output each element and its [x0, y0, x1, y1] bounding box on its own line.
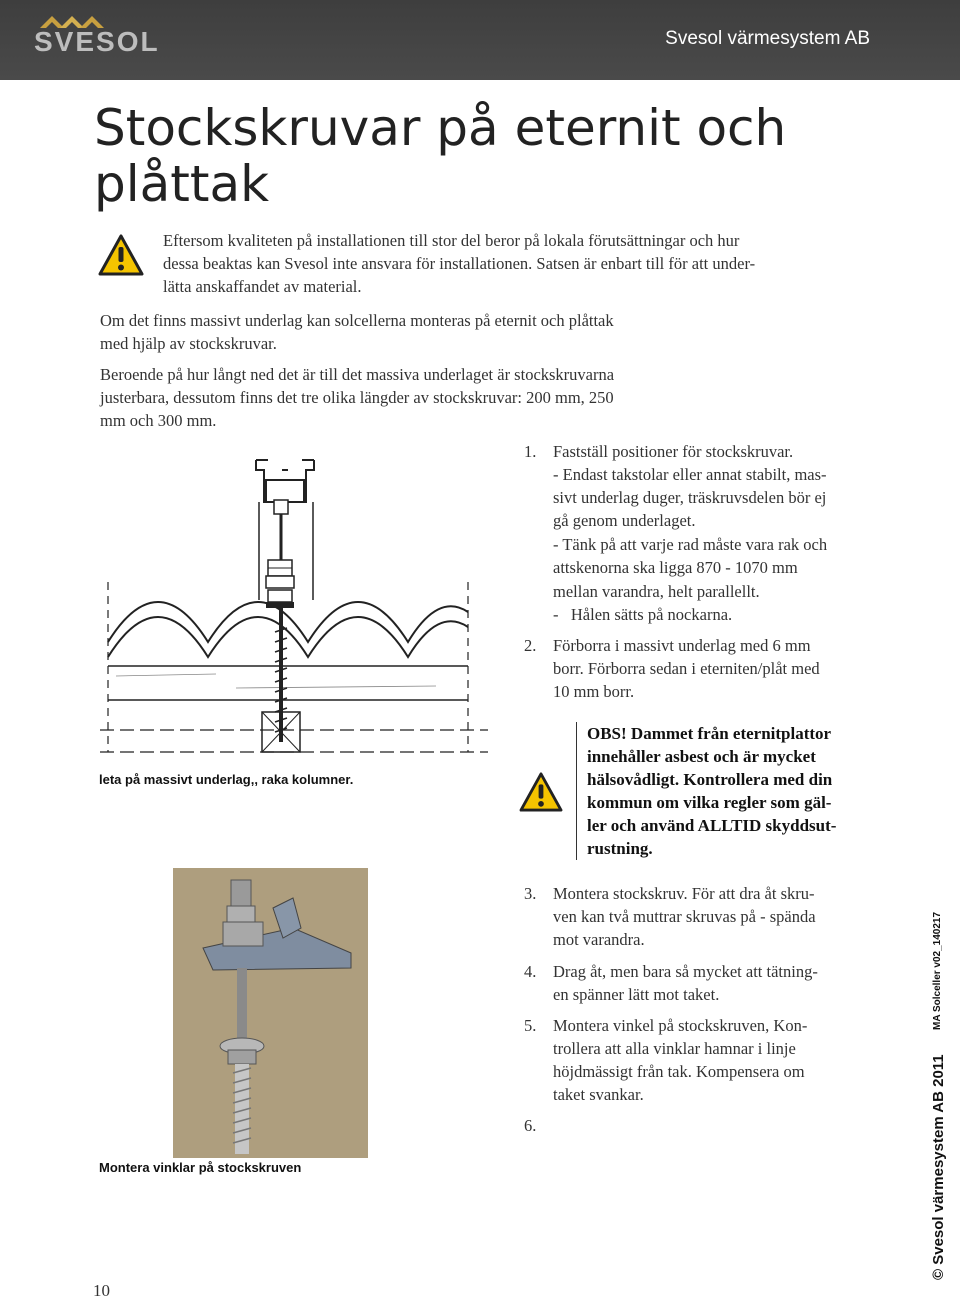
step-3-line-3: mot varandra.: [553, 930, 645, 949]
step-1-sub-2-line-1: - Tänk på att varje rad måste vara rak och: [553, 535, 828, 554]
step-5-line-2: trollera att alla vinklar hamnar i linje: [553, 1039, 796, 1058]
obs-line-5: ler och använd ALLTID skyddsut-: [587, 816, 837, 835]
warning-icon: [519, 772, 563, 812]
step-4-line-2: en spänner lätt mot taket.: [553, 985, 720, 1004]
step-2-line-2: borr. Förborra sedan i eterniten/plåt med: [553, 659, 820, 678]
paragraph-1-line-2: med hjälp av stockskruvar.: [100, 334, 277, 353]
paragraph-2-line-2: justerbara, dessutom finns det tre olika längder av stockskruvar: 200 mm, 250: [100, 388, 614, 407]
step-1-sub-1-line-1: - Endast takstolar eller annat stabilt, mas-: [553, 465, 827, 484]
paragraph-1-line-1: Om det finns massivt underlag kan solcellerna monteras på eternit och plåttak: [100, 311, 614, 330]
paragraph-2-line-1: Beroende på hur långt ned det är till det massiva underlaget är stockskruvarna: [100, 365, 615, 384]
obs-line-3: hälsovådligt. Kontrollera med din: [587, 770, 833, 789]
obs-line-2: innehåller asbest och är mycket: [587, 747, 816, 766]
screw-photo: [173, 868, 368, 1158]
side-copyright: © Svesol värmesystem AB 2011: [930, 1054, 947, 1280]
step-1-sub-2-line-3: mellan varandra, helt parallellt.: [553, 582, 760, 601]
step-1-sub-3: - Hålen sätts på nockarna.: [553, 605, 733, 624]
step-5-line-1: Montera vinkel på stockskruven, Kon-: [553, 1016, 808, 1035]
step-1-text: Fastställ positioner för stockskruvar.: [553, 442, 794, 461]
step-3-line-1: Montera stockskruv. För att dra åt skru-: [553, 884, 815, 903]
step-1-number: 1.: [524, 442, 537, 461]
warning-text-line-2: dessa beaktas kan Svesol inte ansvara för installationen. Satsen är enbart till för att under-: [163, 254, 756, 273]
company-name: Svesol värmesystem AB: [665, 28, 870, 49]
side-version: MA Solceller v02_140217: [932, 911, 943, 1030]
paragraph-2-line-3: mm och 300 mm.: [100, 411, 217, 430]
step-2-line-1: Förborra i massivt underlag med 6 mm: [553, 636, 811, 655]
step-2-line-3: 10 mm borr.: [553, 682, 635, 701]
step-4-number: 4.: [524, 962, 537, 981]
obs-line-6: rustning.: [587, 839, 653, 858]
obs-line-4: kommun om vilka regler som gäl-: [587, 793, 832, 812]
photo-caption: Montera vinklar på stockskruven: [99, 1160, 302, 1175]
step-1-sub-1-line-2: sivt underlag duger, träskruvsdelen bör ej: [553, 488, 827, 507]
warning-icon: [98, 234, 144, 276]
step-6-number: 6.: [524, 1116, 537, 1135]
obs-warning-box: [576, 722, 877, 860]
step-5-line-3: höjdmässigt från tak. Kompensera om: [553, 1062, 805, 1081]
step-4-line-1: Drag åt, men bara så mycket att tätning-: [553, 962, 818, 981]
step-1-sub-2-line-2: attskenorna ska ligga 870 - 1070 mm: [553, 558, 798, 577]
step-2-number: 2.: [524, 636, 537, 655]
step-3-number: 3.: [524, 884, 537, 903]
step-5-number: 5.: [524, 1016, 537, 1035]
obs-line-1: OBS! Dammet från eternitplattor: [587, 724, 832, 743]
mounting-diagram: [96, 452, 496, 772]
step-1-sub-1-line-3: gå genom underlaget.: [553, 511, 696, 530]
diagram-caption: leta på massivt underlag,, raka kolumner.: [99, 772, 354, 787]
warning-text-line-3: lätta anskaffandet av material.: [163, 277, 362, 296]
page-header: [0, 0, 960, 80]
warning-text-line-1: Eftersom kvaliteten på installationen till stor del beror på lokala förutsättningar och hur: [163, 231, 740, 250]
page-number: 10: [93, 1281, 110, 1300]
page-title: Stockskruvar på eternit och plåttak: [94, 99, 787, 213]
logo-text: SVESOL: [34, 26, 160, 57]
step-3-line-2: ven kan två muttrar skruvas på - spända: [553, 907, 816, 926]
step-5-line-4: taket svankar.: [553, 1085, 644, 1104]
